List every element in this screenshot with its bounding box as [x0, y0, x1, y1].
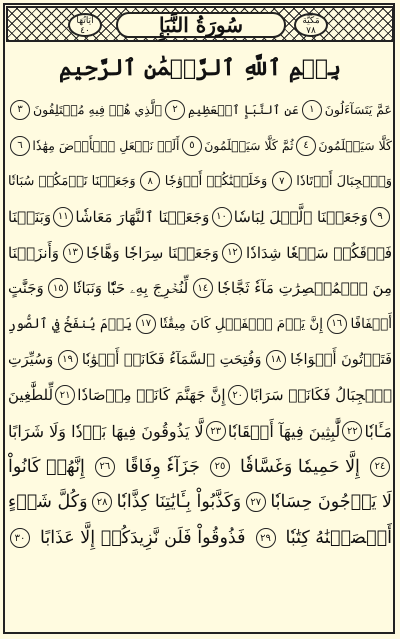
verse-text: إِنَّ جَهَنَّمَ كَانَتۡ مِرۡصَادٗا	[77, 386, 226, 405]
verse-line	[8, 342, 392, 378]
verse-text: وَفُتِحَتِ ٱلسَّمَآءُ فَكَانَتۡ أَبۡوَٰبٗا	[81, 351, 262, 368]
verse-text: أَلَمۡ نَجۡعَلِ ٱلۡأَرۡضَ مِهَٰدٗا	[32, 138, 180, 154]
verse-text: يَوۡمَ يُنفَخُ فِي ٱلصُّورِ	[8, 315, 133, 332]
surah-number: ٧٨	[306, 26, 316, 36]
ayah-number-marker: ١٠	[212, 207, 232, 227]
ayah-number-marker: ٨	[140, 171, 160, 191]
ayah-number-marker: ١٦	[327, 314, 347, 334]
ayah-number-marker: ٣	[10, 100, 30, 120]
ayah-number-marker: ٢٨	[92, 492, 112, 512]
ayah-number-marker: ٢٩	[256, 528, 276, 548]
ayah-number-marker: ٢٢	[342, 421, 362, 441]
verse-line	[8, 199, 392, 235]
ayah-number-marker: ٢٥	[210, 457, 230, 477]
verse-text: فَوۡقَكُمۡ سَبۡعٗا شِدَادٗا	[245, 243, 392, 262]
verse-text: عَنِ ٱلنَّبَإِ ٱلۡعَظِيمِ	[188, 102, 299, 118]
verse-line	[8, 128, 392, 164]
surah-title: سُورَةُ النَّبَإِ	[158, 13, 243, 37]
ayah-number-marker: ٢٤	[370, 457, 390, 477]
ayah-number-marker: ٢٣	[206, 421, 226, 441]
verse-text: وَكَذَّبُواْ بِـَٔايَٰتِنَا كِذَّابٗا	[116, 492, 242, 513]
verse-line	[8, 92, 392, 128]
verse-text: ثُمَّ كَلَّا سَيَعۡلَمُونَ	[204, 138, 294, 154]
verse-text: وَسُيِّرَتِ	[8, 351, 54, 368]
verse-line	[8, 235, 392, 271]
verse-line	[8, 520, 392, 556]
surah-header-band	[6, 6, 394, 42]
verse-text: وَكُلَّ شَيۡءٍ	[8, 492, 88, 513]
verse-text: وَٱلۡجِبَالَ أَوۡتَادٗا	[296, 173, 392, 189]
verse-text: فَتَأۡتُونَ أَفۡوَاجٗا	[290, 351, 392, 368]
verse-text: أَحۡصَيۡنَٰهُ كِتَٰبٗا	[285, 528, 392, 549]
verse-text: لَّا يَذُوقُونَ فِيهَا بَرۡدٗا وَلَا شَرَابًا	[8, 421, 204, 441]
verse-text: ٱلۡجِبَالُ فَكَانَتۡ سَرَابًا	[249, 386, 392, 405]
verse-line	[8, 306, 392, 342]
bismillah: بِسۡمِ ٱللَّهِ ٱلرَّحۡمَٰنِ ٱلرَّحِيمِ	[58, 55, 342, 81]
verse-text: وَأَنزَلۡنَا	[8, 243, 59, 262]
verse-line	[8, 378, 392, 414]
ayah-number-marker: ٢٠	[228, 385, 248, 405]
verse-text: كَلَّا سَيَعۡلَمُونَ	[318, 138, 392, 154]
ayah-number-marker: ٢	[165, 100, 185, 120]
ayah-count-label: آيَاتُهَا	[76, 16, 94, 26]
verse-text: إِلَّا حَمِيمٗا وَغَسَّاقٗا	[240, 456, 360, 477]
verse-text: وَجَعَلۡنَا نَوۡمَكُمۡ سُبَاتٗا	[8, 173, 136, 189]
ayah-number-marker: ١٧	[136, 314, 156, 334]
ayah-number-marker: ١١	[53, 207, 73, 227]
revelation-type-label: مَكِّيَّة	[302, 16, 320, 26]
ayah-number-marker: ٤	[296, 136, 316, 156]
ayah-number-marker: ١٢	[222, 243, 242, 263]
verse-line	[8, 163, 392, 199]
ayah-number-marker: ٢١	[55, 385, 75, 405]
ayah-number-marker: ١٣	[63, 243, 83, 263]
verse-line	[8, 413, 392, 449]
verse-text: إِنَّ يَوۡمَ ٱلۡفَصۡلِ كَانَ مِيقَٰتٗا	[159, 315, 324, 332]
ayah-number-marker: ١٤	[193, 278, 213, 298]
ayah-count-medallion	[68, 13, 102, 37]
verse-text: مِنَ ٱلۡمُعۡصِرَٰتِ مَآءٗ ثَجَّاجٗا	[217, 279, 392, 298]
ayah-number-marker: ٣٠	[10, 528, 30, 548]
surah-title-cartouche	[116, 12, 286, 38]
ayah-number-marker: ٧	[272, 171, 292, 191]
verse-text: إِنَّهُمۡ كَانُواْ	[8, 456, 85, 477]
verse-text: وَبَنَيۡنَا	[8, 207, 52, 226]
ayah-number-marker: ٥	[182, 136, 202, 156]
ayah-number-marker: ٩	[370, 207, 390, 227]
verse-text: مَـَٔابٗا	[364, 421, 392, 441]
verse-text: عَمَّ يَتَسَآءَلُونَ	[324, 102, 392, 118]
ayah-number-marker: ٢٦	[95, 457, 115, 477]
verse-text: وَخَلَقۡنَٰكُمۡ أَزۡوَٰجٗا	[164, 173, 268, 189]
verse-text: لَّٰبِثِينَ فِيهَآ أَحۡقَابٗا	[227, 421, 341, 441]
ayah-number-marker: ١	[302, 100, 322, 120]
verse-text: وَجَعَلۡنَا ٱلَّيۡلَ لِبَاسٗا	[233, 207, 368, 226]
verse-text: فَذُوقُواْ فَلَن نَّزِيدَكُمۡ إِلَّا عَذَابًا	[40, 528, 246, 549]
revelation-medallion	[294, 13, 328, 37]
verse-line	[8, 485, 392, 521]
ayah-number-marker: ١٩	[58, 350, 78, 370]
verse-text: لِّلطَّٰغِينَ	[8, 386, 54, 405]
verse-line	[8, 270, 392, 306]
verse-text: لَا يَرۡجُونَ حِسَابٗا	[270, 492, 392, 513]
ayah-number-marker: ١٨	[266, 350, 286, 370]
verse-text: وَجَعَلۡنَا سِرَاجٗا وَهَّاجٗا	[86, 243, 219, 262]
verse-lines	[8, 92, 392, 628]
ayah-number-marker: ٢٧	[246, 492, 266, 512]
verse-text: ٱلَّذِي هُمۡ فِيهِ مُخۡتَلِفُونَ	[32, 102, 163, 118]
verse-text: وَجَنَّٰتٍ	[8, 279, 44, 298]
ayah-number-marker: ٦	[10, 136, 30, 156]
verse-text: لِّنُخۡرِجَ بِهِۦ حَبّٗا وَنَبَاتٗا	[72, 279, 189, 298]
ayah-count: ٤٠	[80, 26, 90, 36]
ayah-number-marker: ١٥	[48, 278, 68, 298]
verse-text: أَلۡفَافًا	[350, 315, 392, 332]
verse-text: جَزَآءٗ وِفَاقًا	[124, 456, 200, 477]
verse-text: وَجَعَلۡنَا ٱلنَّهَارَ مَعَاشٗا	[75, 207, 210, 226]
verse-line	[8, 449, 392, 485]
